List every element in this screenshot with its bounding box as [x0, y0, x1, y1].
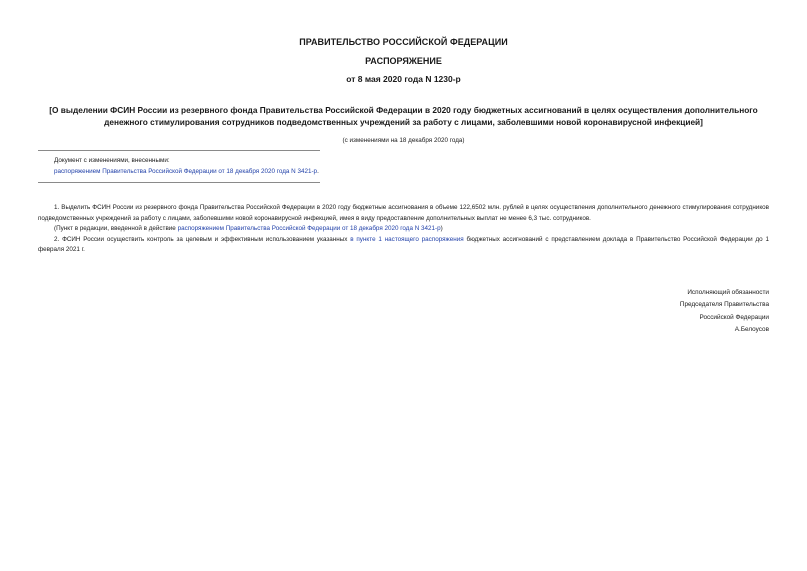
note-prefix: (Пункт в редакции, введенной в действие	[54, 225, 178, 232]
paragraph-2	[38, 235, 769, 256]
divider-top	[38, 150, 320, 151]
doc-changes-suffix: .	[317, 168, 319, 175]
paragraph-1: 1. Выделить ФСИН России из резервного фонда Правительства Российской Федерации в 2020 году бюджетные ассигнования в объеме 122,6502 млн. рублей в целях осуществления дополнительного денежного стимулирования сотрудников подведомственных учреждений за работу с лицами, заболевшими новой коронавирусной инфекцией, имея в виду предоставление дополнительных выплат не менее 6,3 тыс. сотрудников.	[38, 204, 769, 222]
doc-changes-block	[54, 155, 319, 177]
note-suffix: )	[440, 225, 443, 232]
signature-line-1: Исполняющий обязанности	[687, 289, 769, 296]
doc-date-heading: от 8 мая 2020 года N 1230-р	[346, 74, 461, 84]
changes-note: (с изменениями на 18 декабря 2020 года)	[342, 137, 465, 144]
doc-changes-line	[54, 166, 319, 177]
paragraph-1-note	[38, 224, 769, 235]
doc-type-heading: РАСПОРЯЖЕНИЕ	[365, 56, 442, 66]
divider-bottom	[38, 182, 320, 183]
p2-prefix: 2. ФСИН России осуществить контроль за целевым и эффективным использованием указанных	[54, 235, 351, 243]
signature-line-2: Председателя Правительства	[679, 301, 769, 309]
note-amendment-link[interactable]: распоряжением Правительства Российской Федерации от 18 декабря 2020 года N 3421-р	[177, 225, 441, 232]
signature-block	[569, 287, 769, 336]
point-1-link[interactable]: в пункте 1 настоящего распоряжения	[350, 235, 464, 243]
amendment-link[interactable]: распоряжением Правительства Российской Федерации от 18 декабря 2020 года N 3421-р	[54, 168, 318, 175]
signature-line-3: Российской Федерации	[699, 313, 769, 321]
signature-name: А.Белоусов	[734, 325, 769, 333]
doc-changes-label: Документ с изменениями, внесенными:	[54, 157, 170, 164]
p2-suffix: бюджетных ассигнований с представлением доклада в Правительство Российской Федерации до 1 февраля 2021 г.	[38, 235, 769, 253]
document-title: [О выделении ФСИН России из резервного фонда Правительства Российской Федерации в 2020 году бюджетных ассигнований в целях осуществления дополнительного денежного стимулирования сотрудников подведомственных учреждений за работу с лицами, заболевшими новой коронавирусной инфекцией]	[49, 105, 758, 127]
government-heading: ПРАВИТЕЛЬСТВО РОССИЙСКОЙ ФЕДЕРАЦИИ	[299, 37, 508, 47]
document-body	[38, 203, 769, 256]
